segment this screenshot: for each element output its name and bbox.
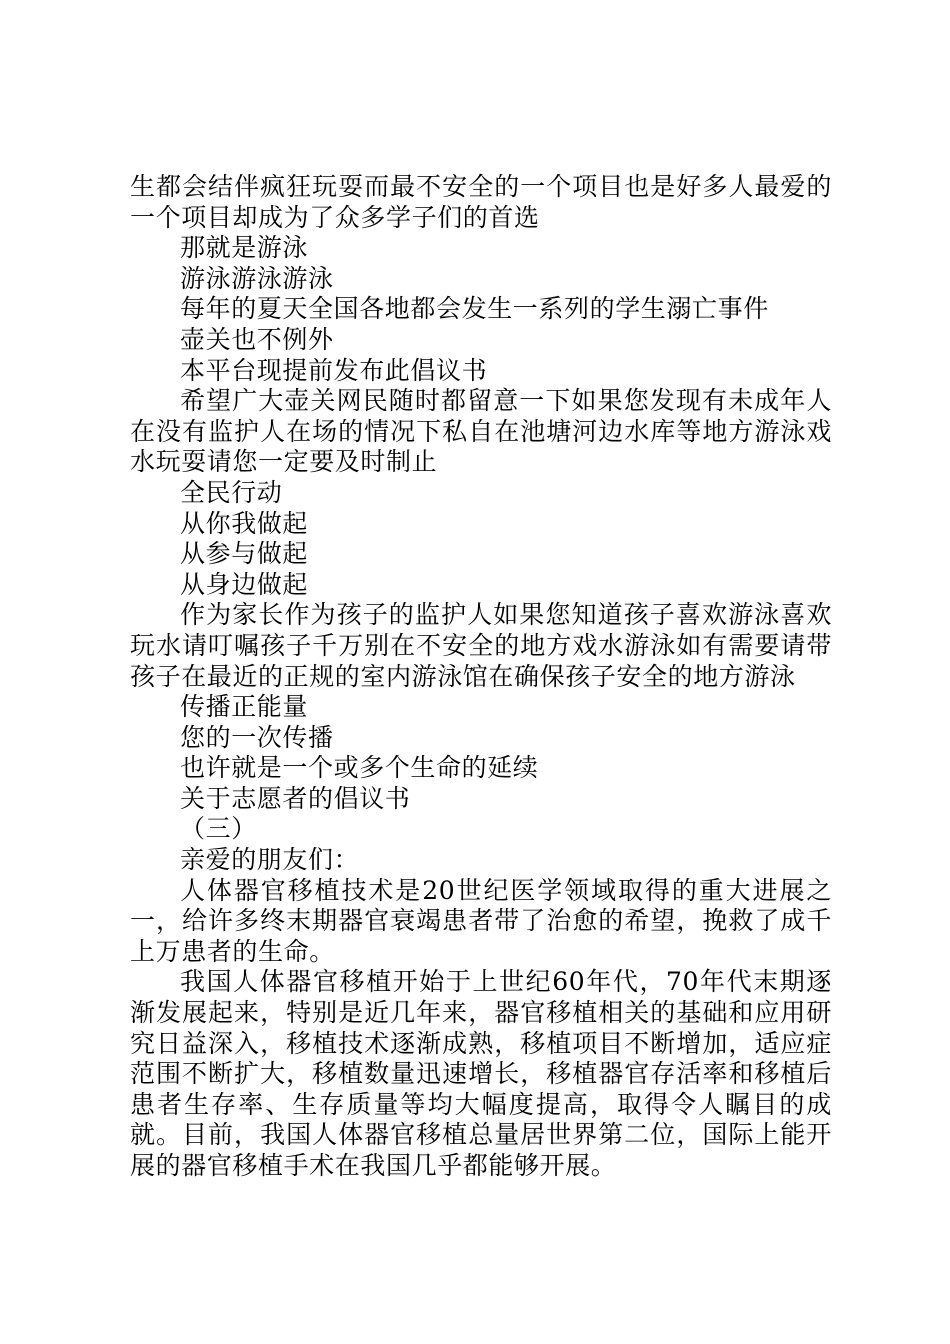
paragraph: 全民行动 bbox=[180, 477, 283, 507]
paragraph: 也许就是一个或多个生命的延续 bbox=[180, 753, 539, 783]
section-number: （三） bbox=[180, 814, 257, 844]
paragraph: 游泳游泳游泳 bbox=[180, 263, 334, 293]
paragraph: 作为家长作为孩子的监护人如果您知道孩子喜欢游泳喜欢玩水请叮嘱孩子千万别在不安全的地方戏水游泳如有需要请带孩子在最近的正规的室内游泳馆在确保孩子安全的地方游泳 bbox=[130, 600, 832, 691]
paragraph-continuation: 生都会结伴疯狂玩耍而最不安全的一个项目也是好多人最爱的一个项目却成为了众多学子们的首选 bbox=[130, 172, 832, 232]
paragraph: 我国人体器官移植开始于上世纪60年代，70年代末期逐渐发展起来，特别是近几年来，器官移植相关的基础和应用研究日益深入，移植技术逐渐成熟，移植项目不断增加，适应症范围不断扩大，移植数量迅速增长，移植器官存活率和移植后患者生存率、生存质量等均大幅度提高，取得令人瞩目的成就。目前，我国人体器官移植总量居世界第二位，国际上能开展的器官移植手术在我国几乎都能够开展。 bbox=[130, 967, 832, 1180]
document-body bbox=[130, 172, 832, 1182]
salutation: 亲爱的朋友们： bbox=[180, 845, 360, 875]
paragraph: 传播正能量 bbox=[180, 692, 309, 722]
paragraph: 每年的夏天全国各地都会发生一系列的学生溺亡事件 bbox=[180, 294, 769, 324]
paragraph: 那就是游泳 bbox=[180, 233, 309, 263]
paragraph: 本平台现提前发布此倡议书 bbox=[180, 355, 488, 385]
section-title: 关于志愿者的倡议书 bbox=[180, 783, 411, 813]
paragraph: 壶关也不例外 bbox=[180, 324, 334, 354]
paragraph: 从你我做起 bbox=[180, 508, 309, 538]
paragraph: 希望广大壶关网民随时都留意一下如果您发现有未成年人在没有监护人在场的情况下私自在池塘河边水库等地方游泳戏水玩耍请您一定要及时制止 bbox=[130, 386, 832, 477]
paragraph: 从参与做起 bbox=[180, 539, 309, 569]
paragraph: 您的一次传播 bbox=[180, 722, 334, 752]
paragraph: 从身边做起 bbox=[180, 569, 309, 599]
paragraph: 人体器官移植技术是20世纪医学领域取得的重大进展之一，给许多终末期器官衰竭患者带了治愈的希望，挽救了成千上万患者的生命。 bbox=[130, 875, 832, 966]
